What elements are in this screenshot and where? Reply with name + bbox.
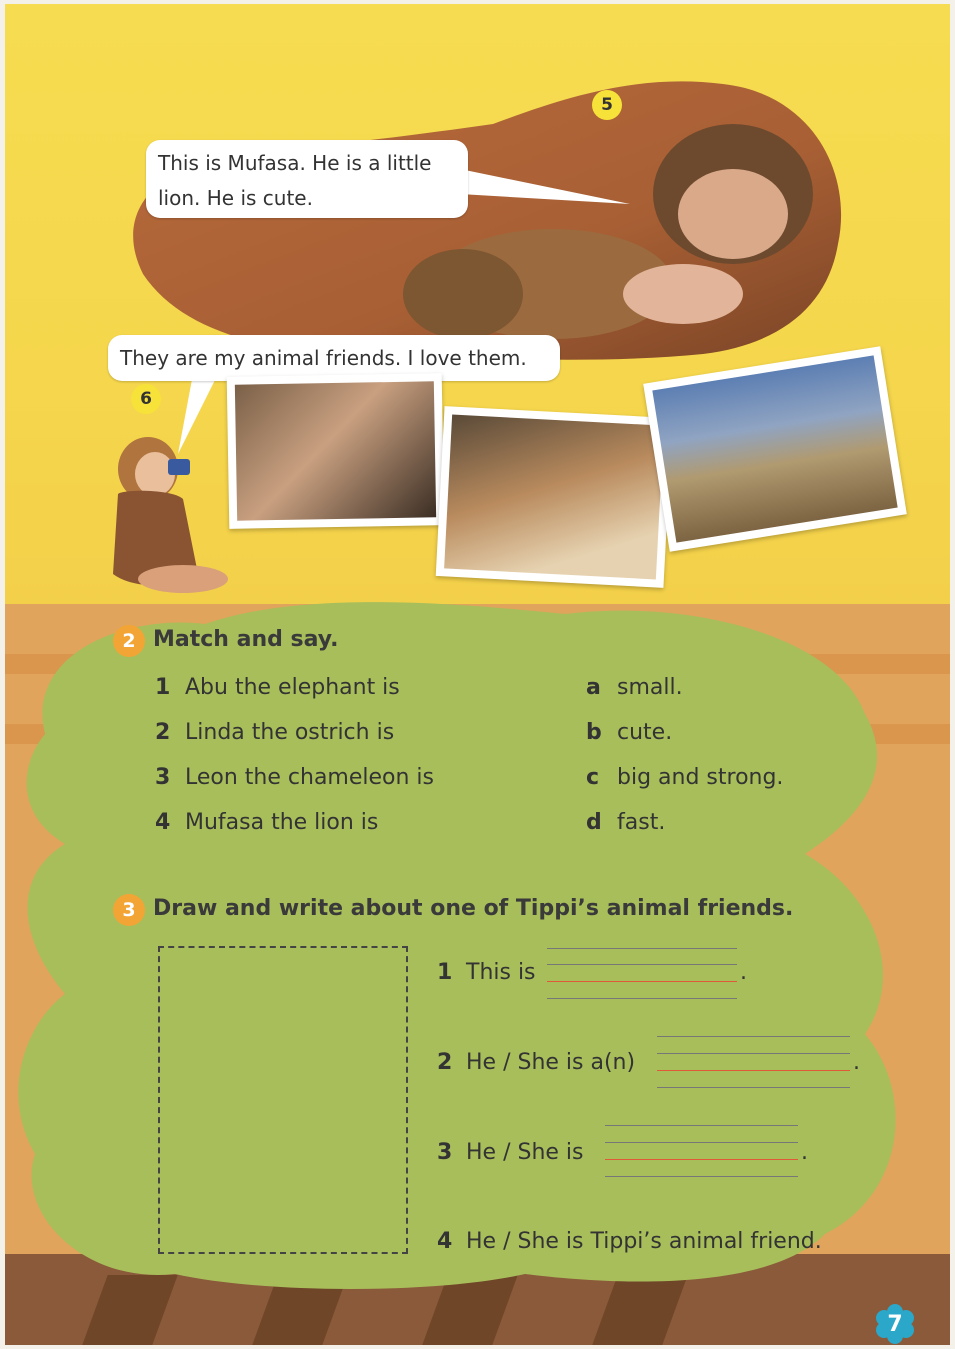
match-option-d-text: fast. [617, 810, 666, 835]
guide-line [547, 948, 737, 949]
match-row-4-number: 4 [155, 810, 171, 835]
match-row-1-number: 1 [155, 675, 171, 700]
match-row-3-text: Leon the chameleon is [185, 765, 435, 790]
match-option-d-letter: d [586, 810, 602, 835]
write-line-4-number: 4 [437, 1229, 453, 1254]
match-row-2-text: Linda the ostrich is [185, 720, 395, 745]
photo-meerkat [227, 373, 445, 529]
write-line-3-period: . [801, 1140, 808, 1165]
exercise-3-badge: 3 [113, 894, 145, 926]
write-line-2-period: . [853, 1050, 860, 1075]
match-option-c-letter: c [586, 765, 600, 790]
write-line-1-text: This is [466, 960, 536, 985]
write-line-4-text: He / She is Tippi’s animal friend. [466, 1229, 822, 1254]
speech-bubble-6-text: They are my animal friends. I love them. [120, 346, 527, 370]
speech-bubble-5 [146, 140, 468, 218]
workbook-page [5, 4, 950, 1345]
exercise-3-title: Draw and write about one of Tippi’s animal friends. [153, 896, 794, 921]
guide-line [657, 1087, 850, 1088]
bubble-6-number: 6 [131, 384, 161, 414]
write-line-1-answer[interactable] [547, 981, 737, 982]
write-line-3-number: 3 [437, 1140, 453, 1165]
exercise-2-badge: 2 [113, 625, 145, 657]
match-row-3-number: 3 [155, 765, 171, 790]
guide-line [657, 1053, 850, 1054]
bubble-5-tail [460, 164, 640, 214]
write-line-1-period: . [740, 960, 747, 985]
write-line-1-number: 1 [437, 960, 453, 985]
match-option-a-letter: a [586, 675, 601, 700]
drawing-box[interactable] [158, 946, 408, 1254]
guide-line [605, 1125, 798, 1126]
match-option-c-text: big and strong. [617, 765, 784, 790]
bubble-5-number: 5 [592, 90, 622, 120]
guide-line [547, 998, 737, 999]
match-option-b-letter: b [586, 720, 602, 745]
guide-line [605, 1176, 798, 1177]
match-option-b-text: cute. [617, 720, 673, 745]
write-line-3-answer[interactable] [605, 1159, 798, 1160]
write-line-2-number: 2 [437, 1050, 453, 1075]
match-row-1-text: Abu the elephant is [185, 675, 400, 700]
exercise-2-title: Match and say. [153, 627, 339, 652]
page-number: 7 [887, 1311, 903, 1337]
match-option-a-text: small. [617, 675, 683, 700]
speech-bubble-5-text: This is Mufasa. He is a little lion. He is cute. [158, 151, 432, 210]
girl-with-camera [103, 434, 233, 594]
lion-photo [123, 74, 853, 364]
write-line-2-answer[interactable] [657, 1070, 850, 1071]
photo-caracal [436, 406, 673, 588]
green-cloud-shape [5, 594, 950, 1314]
match-row-4-text: Mufasa the lion is [185, 810, 379, 835]
guide-line [605, 1142, 798, 1143]
match-row-2-number: 2 [155, 720, 171, 745]
guide-line [547, 964, 737, 965]
guide-line [657, 1036, 850, 1037]
write-line-2-text: He / She is a(n) [466, 1050, 636, 1075]
write-line-3-text: He / She is [466, 1140, 584, 1165]
